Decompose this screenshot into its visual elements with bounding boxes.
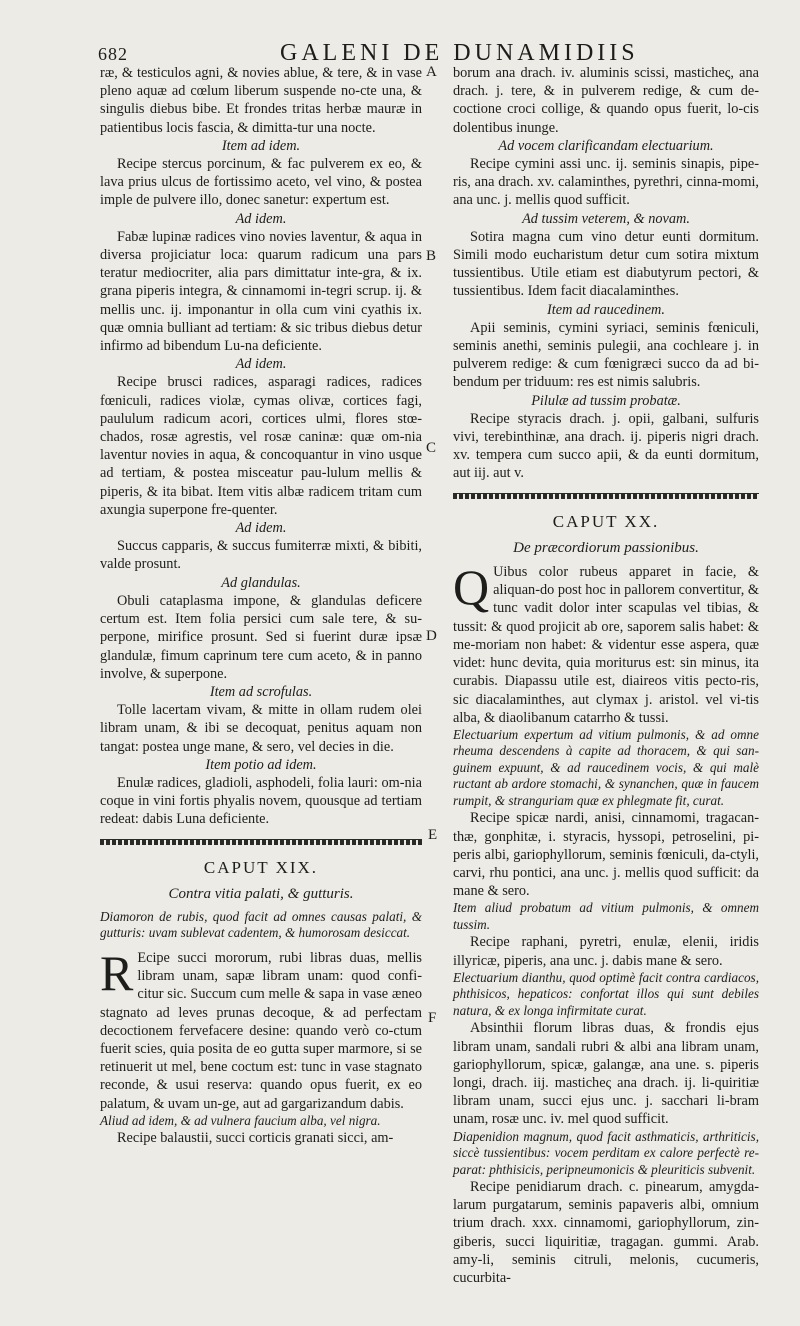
chapter-heading: CAPUT XX.	[552, 511, 660, 531]
paragraph: Sotira magna cum vino detur eunti dormitum. Simili modo eucharistum detur cum sotira mixtum tussientibus. Utile etiam est diabutyrum pectori, & tussientibus. Idem facit diacalaminthes.	[453, 228, 759, 300]
rubric: Diamoron de rubis, quod facit ad omnes causas palati, & gutturis: uvam sublevat cadentem, & humorosam desiccat.	[100, 908, 422, 941]
ornamental-rule	[453, 493, 759, 499]
paragraph: Recipe balaustii, succi corticis granati sicci, am-	[117, 1130, 394, 1147]
drop-cap: R	[100, 944, 134, 1001]
paragraph-with-initial	[100, 944, 422, 1113]
chapter-subtitle: De præcordiorum passionibus.	[513, 539, 699, 556]
section-heading: Ad glandulas.	[221, 574, 301, 591]
margin-letter-e: E	[428, 827, 438, 843]
margin-letter-f: F	[428, 1010, 437, 1026]
paragraph: Apii seminis, cymini syriaci, seminis fœniculi, seminis anethi, seminis pulegii, ana cochleare j. in pulverem redige: & cum fœnigræci succo da ad bi-bendum per triduum: res est nimis salubris.	[453, 319, 759, 391]
section-heading: Item ad idem.	[221, 137, 301, 154]
paragraph: Tolle lacertam vivam, & mitte in ollam rudem olei libram unam, & ibi se decoquat, penitus aquam non tangat: postea unge mane, & sero, vel decies in die.	[100, 702, 422, 755]
page-number: 682	[98, 44, 128, 64]
drop-cap: Q	[453, 559, 490, 616]
running-title: GALENI DE DUNAMIDIIS	[280, 40, 639, 66]
paragraph: Fabæ lupinæ radices vino novies laventur, & aqua in diversa projiciatur loca: quarum radicum una pars teratur mediocriter, alia pars dimittatur inte-gra, & ix. grana piperis integra, & cinnamomi in-tegri scrup. ij. & mellis unc. ij. imponantur in olla cum vini cyathis ix. quæ omnia bulliant ad tertiam: & sic tribus diebus detur infirmo ad bibendum Lu-na deficiente.	[100, 228, 422, 355]
paragraph: Succus capparis, & succus fumiterræ mixti, & bibiti, valde prosunt.	[100, 538, 422, 573]
paragraph: Recipe spicæ nardi, anisi, cinnamomi, tragacan-thæ, gonphitæ, i. styracis, hyssopi, petroselini, pi-peris albi, gariophyllorum, seminis fœniculi, da-ctyli, carvi, rhu pontici, ana unc. j. mellis quod sufficit: da mane & sero.	[453, 810, 759, 900]
left-column	[100, 64, 422, 1147]
chapter-heading: CAPUT XIX.	[203, 857, 319, 877]
paragraph: Recipe penidiarum drach. c. pinearum, amygda-larum purgatarum, seminis papaveris albi, omnium trium drach. xxx. cinnamomi, gariophyllorum, zin-giberis, succi liquiritiæ, tragagan. gummi. Arab. amy-li, seminis citruli, melonis, cucumeris, cucurbita-	[453, 1179, 759, 1287]
rubric: Electuarium expertum ad vitium pulmonis, & ad omne rheuma descendens à capite ad thoracem, & qui san-guinem expuunt, & ad raucedinem vocis, & qui malè ructant ab ardore stomachi, & synanchen, quæ in faucem rumpit, & stranguriam quæ ex phlegmate fit, curat.	[453, 726, 759, 808]
paragraph: Obuli cataplasma impone, & glandulas deficere certum est. Item folia persici cum sale tere, & su-perpone, mirifice prosunt. Sed si fuerint duræ ipsæ glandulæ, fimum caprinum tere cum aceto, & in panno involve, & superpone.	[100, 592, 422, 682]
section-heading: Ad vocem clarificandam electuarium.	[498, 137, 714, 154]
paragraph: Recipe brusci radices, asparagi radices, radices fœniculi, radices violæ, cymas olivæ, cortices fagi, paululum radicum acori, cortices ulmi, flores stœ-chados, rosæ agrestis, vel rosæ caninæ: quæ om-nia laventur novies in aqua, & concoquantur in vino usque ad tertiam, & postea misceatur pau-lulum mellis & piperis, & ita bibat. Item vitis albæ radicem tritam cum axungia superpone fre-quenter.	[100, 374, 422, 518]
paragraph: Enulæ radices, gladioli, asphodeli, folia lauri: om-nia coque in vini fortis phyalis novem, quousque ad tertiam redeat: dabis Luna deficiente.	[100, 774, 422, 828]
paragraph: Recipe stercus porcinum, & fac pulverem ex eo, & lava prius ulcus de fortissimo aceto, vel vino, & postea imple de pulvere illo, donec sanetur: expertum est.	[100, 156, 422, 209]
paragraph-text: Ecipe succi mororum, rubi libras duas, mellis libram unam, sapæ libram unam: quod confi-citur sic. Succum cum melle & sapa in vase æneo stagnato ad leves prunas decoque, & ad perfectam decoctionem fervefacere desine: quando verò co-ctum fuerit scies, quia posita de eo gutta super marmore, si se retinuerit ut mel, bene coctum est: tunc in vase stagnato reconde, & usui reserva: quando opus fuerit, ex eo palatum, & uvam un-ge, aut ad gargarizandum dabis.	[100, 949, 422, 1112]
paragraph: Recipe cymini assi unc. ij. seminis sinapis, pipe-ris, ana drach. xv. calaminthes, pyrethri, cinna-momi, ana unc. j. mellis quod sufficit.	[453, 156, 759, 209]
section-heading: Item potio ad idem.	[205, 756, 317, 773]
paragraph: Recipe styracis drach. j. opii, galbani, sulfuris vivi, terebinthinæ, ana drach. ij. piperis nigri drach. xv. tempera cum succo apii, & da eunti dormitum, aut iij. aut v.	[453, 410, 759, 482]
paragraph-text: Uibus color rubeus apparet in facie, & aliquan-do post hoc in pallorem convertitur, & tunc vadit dolor inter scapulas vel tibias, & tussit: & quod projicit ab ore, saporem salis habet: & me-moriam non habet: & videntur esse aspera, quæ videt: hunc devita, quia moriturus est: sin minus, ita curabis. Diapassu utile est, diaireos vitis pecto-ris, sic diacalaminthes, aut clymax j. aristol. vel vi-tis alba, & diaolibanum catarrho & tussi.	[453, 564, 759, 726]
paragraph: borum ana drach. iv. aluminis scissi, masticheς, ana drach. j. tere, & in pulverem redige, & cum de-coctione croci collige, & quando opus fuerit, lo-cis dolentibus inunge.	[453, 65, 759, 136]
ornamental-rule	[100, 839, 422, 845]
rubric: Diapenidion magnum, quod facit asthmaticis, arthriticis, siccè tussientibus: vocem perditam ex calore perfectè re-parat: phthisicis, peripneumonicis & pleuriticis subvenit.	[453, 1128, 759, 1177]
margin-letter-c: C	[426, 440, 437, 456]
paragraph: ræ, & testiculos agni, & novies ablue, & tere, & in vase pleno aquæ ad cœlum liberum suspende no-cte una, & singulis diebus bibe. Et frondes tritas herbæ mauræ in patientibus locis fascia, & dimitta-tur una nocte.	[100, 65, 422, 136]
section-heading: Pilulæ ad tussim probatæ.	[531, 392, 681, 409]
right-column	[453, 64, 759, 1287]
rubric: Electuarium dianthu, quod optimè facit contra cardiacos, phthisicos, hepaticos: confortat illos qui sunt debiles natura, & ex longa infirmitate curat.	[453, 969, 759, 1018]
section-heading: Ad idem.	[235, 520, 287, 537]
chapter-subtitle: Contra vitia palati, & gutturis.	[168, 885, 354, 902]
section-heading: Aliud ad idem, & ad vulnera faucium alba, vel nigra.	[100, 1112, 381, 1128]
margin-letter-d: D	[426, 628, 437, 644]
rubric: Item aliud probatum ad vitium pulmonis, & omnem tussim.	[453, 900, 759, 932]
section-heading: Item ad scrofulas.	[209, 683, 313, 700]
paragraph: Absinthii florum libras duas, & frondis ejus libram unam, sandali rubri & albi ana libram unam, gariophyllorum, spicæ, galangæ, ana une. s. piperis longi, drach. iij. masticheς ana drach. ij. li-quiritiæ libram unam, succi ejus unc. j. sacchari li-bram unam, rosæ unc. iv. mel quod sufficit.	[453, 1020, 759, 1128]
section-heading: Ad idem.	[235, 210, 287, 227]
paragraph: Recipe raphani, pyretri, enulæ, elenii, iridis illyricæ, piperis, ana unc. j. dabis mane & sero.	[453, 934, 759, 969]
margin-letter-b: B	[426, 248, 437, 264]
section-heading: Ad idem.	[235, 356, 287, 373]
section-heading: Ad tussim veterem, & novam.	[522, 210, 690, 227]
section-heading: Item ad raucedinem.	[547, 301, 665, 318]
paragraph-with-initial	[453, 559, 759, 727]
margin-letter-a: A	[426, 64, 437, 80]
